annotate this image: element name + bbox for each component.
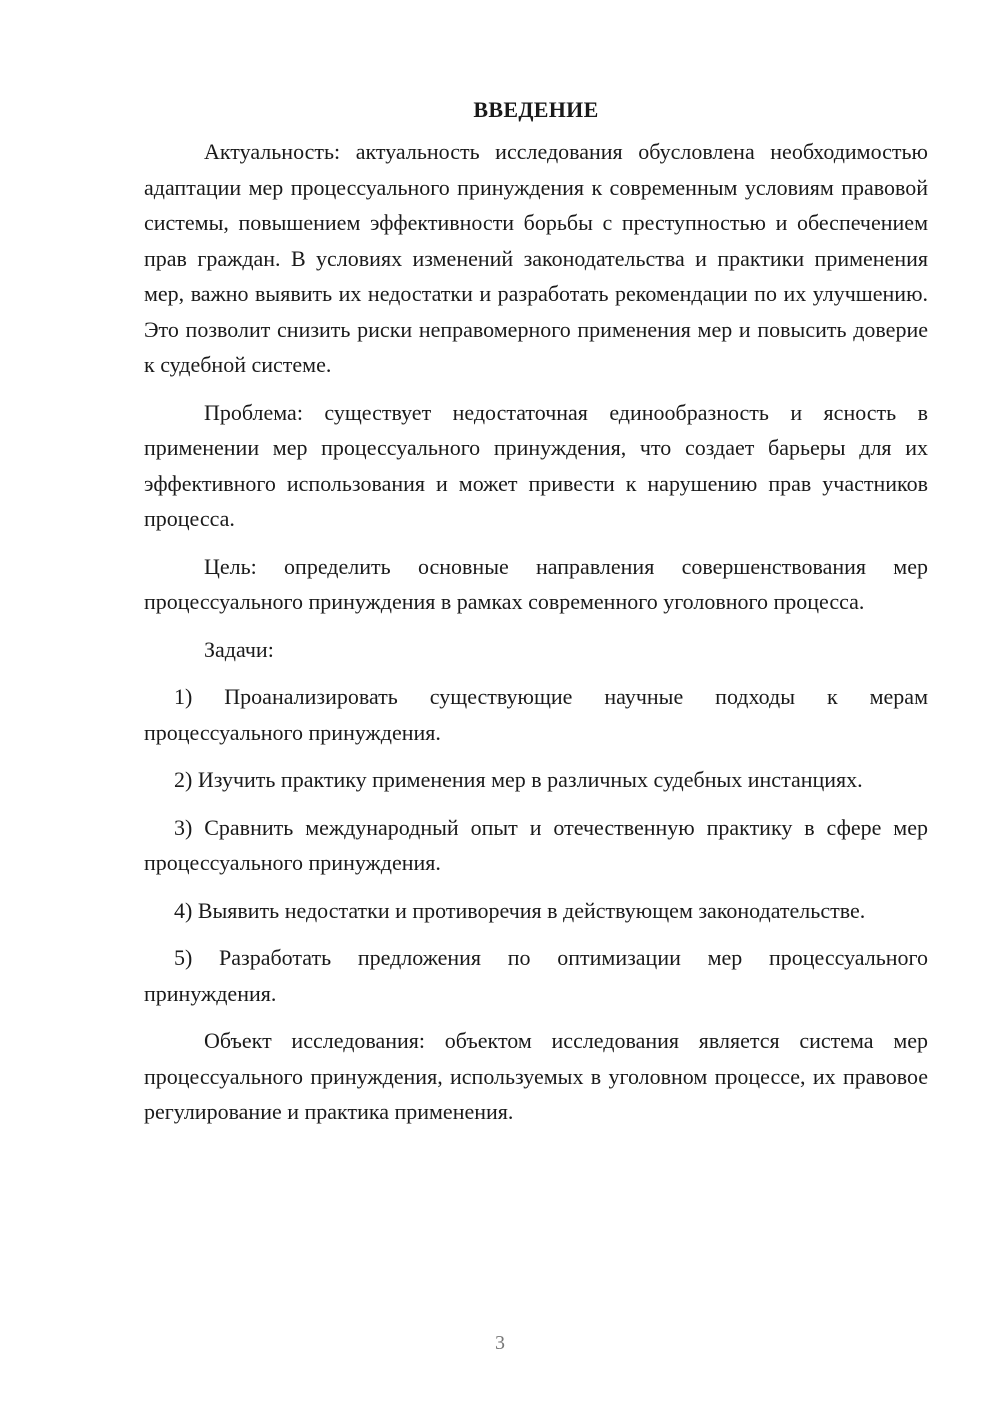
- page-number: 3: [495, 1332, 505, 1354]
- task-item-3: 3) Сравнить международный опыт и отечественную практику в сфере мер процессуального принуждения.: [144, 814, 928, 875]
- section-heading: ВВЕДЕНИЕ: [473, 97, 599, 122]
- object-paragraph: Объект исследования: объектом исследования является система мер процессуального принуждения, используемых в уголовном процессе, их правовое регулирование и практика применения.: [144, 1028, 928, 1124]
- task-item-5: 5) Разработать предложения по оптимизации мер процессуального принуждения.: [144, 945, 928, 1006]
- problem-paragraph: Проблема: существует недостаточная единообразность и ясность в применении мер процессуального принуждения, что создает барьеры для их эффективного использования и может привести к нарушению прав участников процесса.: [144, 399, 928, 531]
- document-page: [144, 92, 928, 1142]
- task-item-1: 1) Проанализировать существующие научные подходы к мерам процессуального принуждения.: [144, 684, 928, 745]
- task-item-4: 4) Выявить недостатки и противоречия в действующем законодательстве.: [174, 897, 866, 923]
- goal-paragraph: Цель: определить основные направления совершенствования мер процессуального принуждения в рамках современного уголовного процесса.: [144, 553, 928, 614]
- relevance-paragraph: Актуальность: актуальность исследования обусловлена необходимостью адаптации мер процессуального принуждения к современным условиям правовой системы, повышением эффективности борьбы с преступностью и обеспечением прав граждан. В условиях изменений законодательства и практики применения мер, важно выявить их недостатки и разработать рекомендации по их улучшению. Это позволит снизить риски неправомерного применения мер и повысить доверие к судебной системе.: [144, 139, 928, 377]
- task-item-2: 2) Изучить практику применения мер в различных судебных инстанциях.: [174, 767, 863, 792]
- tasks-label: Задачи:: [204, 636, 274, 662]
